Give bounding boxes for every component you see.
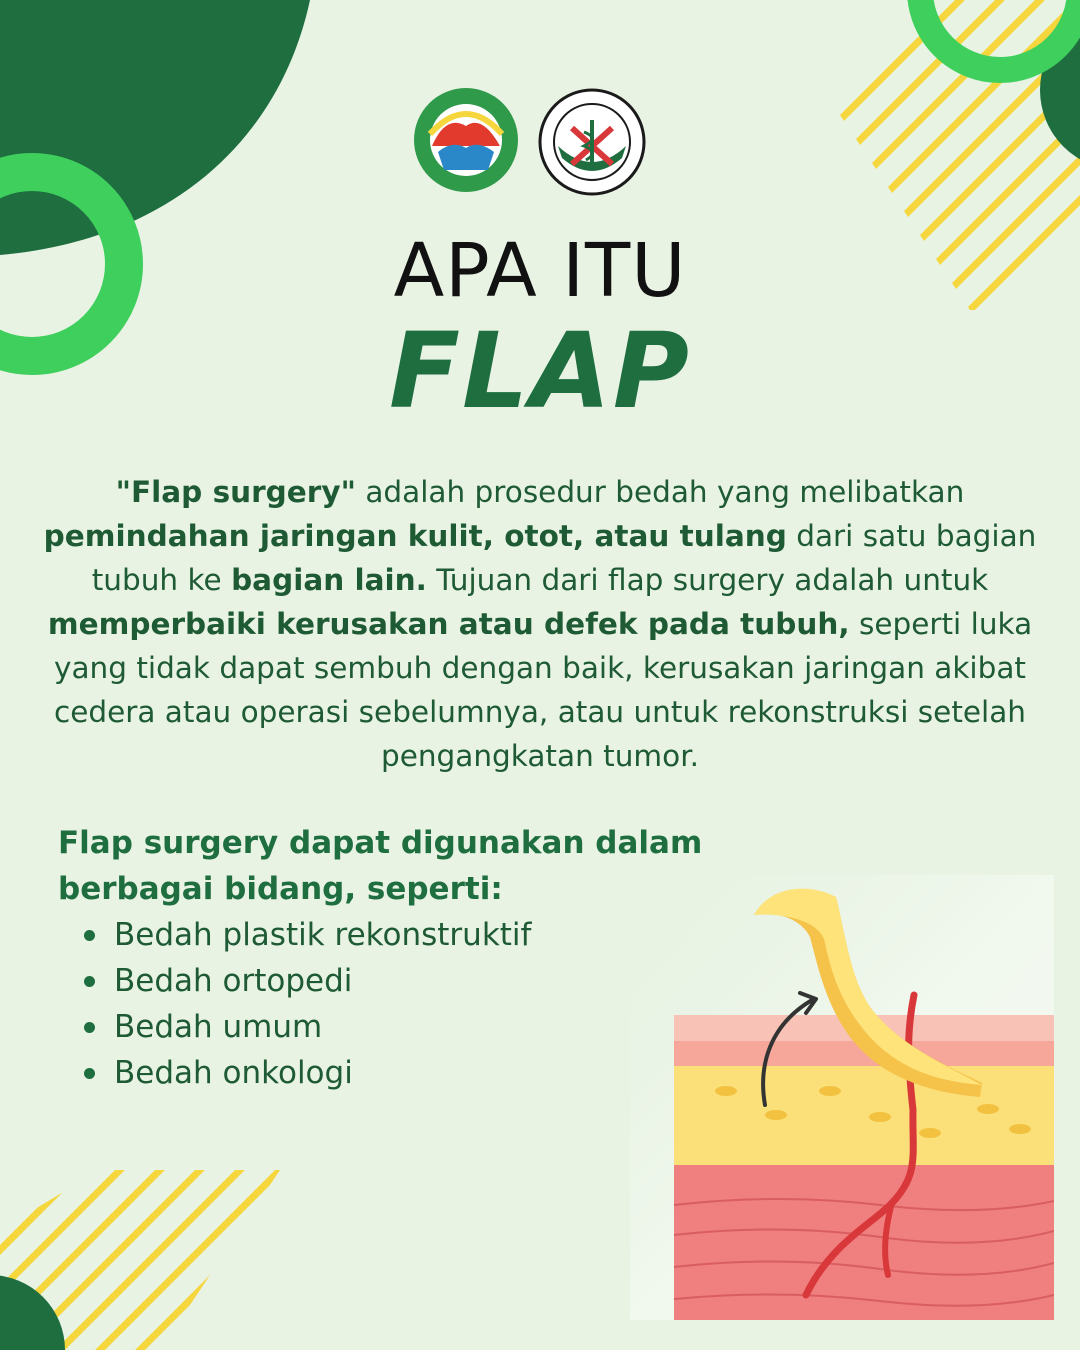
intro-paragraph bbox=[40, 470, 1040, 778]
bullet-icon bbox=[84, 976, 95, 987]
list-item-label: Bedah ortopedi bbox=[114, 963, 353, 999]
list-item bbox=[58, 1050, 531, 1096]
fields-heading: Flap surgery dapat digunakan dalam berbagai bidang, seperti: bbox=[58, 825, 703, 907]
list-item-label: Bedah plastik rekonstruktif bbox=[114, 917, 532, 953]
perdoski-logo bbox=[538, 88, 646, 196]
list-item-label: Bedah onkologi bbox=[114, 1055, 353, 1091]
intro-text-2: dari satu bagian tubuh ke bbox=[91, 518, 1037, 597]
intro-bold-1: "Flap surgery" bbox=[115, 474, 356, 509]
bullet-icon bbox=[84, 930, 95, 941]
title-line-1: APA ITU bbox=[393, 228, 687, 314]
list-item bbox=[58, 1004, 531, 1050]
title-line-2: FLAP bbox=[388, 310, 692, 432]
intro-text-1: adalah prosedur bedah yang melibatkan bbox=[355, 474, 965, 509]
bullet-icon bbox=[84, 1022, 95, 1033]
intro-text-3: Tujuan dari flap surgery adalah untuk bbox=[426, 562, 989, 597]
list-item bbox=[58, 912, 531, 958]
bullet-icon bbox=[84, 1068, 95, 1079]
light-green-ring-top-right bbox=[920, 0, 1080, 70]
bottom-left-decoration bbox=[0, 1170, 300, 1350]
intro-text-4: seperti luka yang tidak dapat sembuh dengan baik, kerusakan jaringan akibat cedera atau operasi sebelumnya, atau untuk rekonstruksi setelah pengangkatan tumor. bbox=[53, 606, 1033, 773]
fat-layer bbox=[674, 1065, 1054, 1165]
kstbki-logo bbox=[412, 86, 520, 194]
intro-bold-2: pemindahan jaringan kulit, otot, atau tulang bbox=[43, 518, 787, 553]
fields-list bbox=[58, 912, 531, 1096]
flap-illustration bbox=[630, 875, 1054, 1320]
intro-bold-3: bagian lain. bbox=[231, 562, 427, 597]
list-item-label: Bedah umum bbox=[114, 1009, 323, 1045]
dark-green-quarter-circle bbox=[0, 0, 310, 255]
list-item bbox=[58, 958, 531, 1004]
intro-bold-4: memperbaiki kerusakan atau defek pada tubuh, bbox=[47, 606, 850, 641]
